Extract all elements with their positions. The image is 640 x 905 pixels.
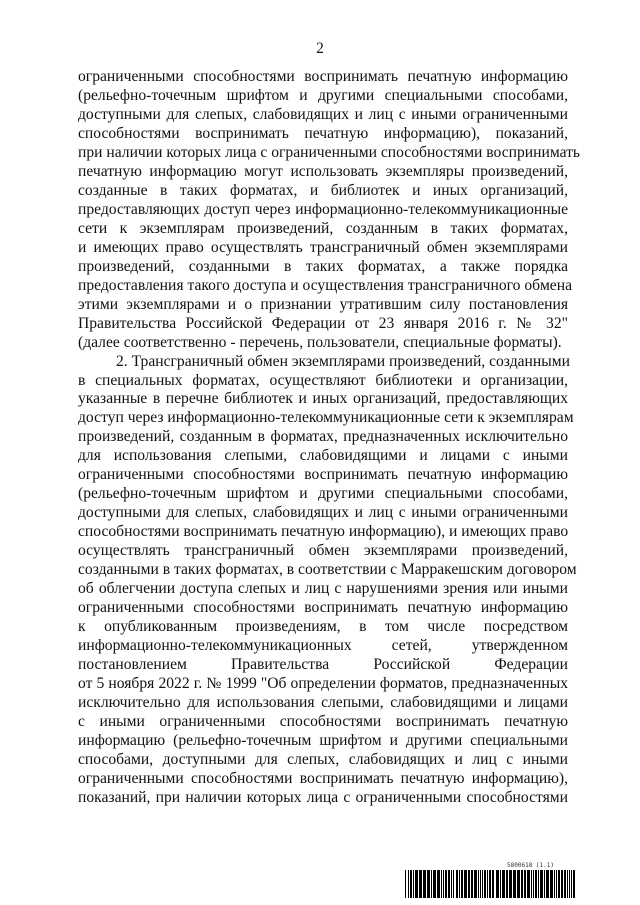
page-number: 2 — [316, 40, 324, 57]
text-line: доступными для слепых, слабовидящих и лиц с иными ограниченными — [78, 504, 568, 522]
text-line: созданными в таких форматах, в соответствии с Марракешским договором — [78, 561, 577, 579]
text-line: информацию (рельефно-точечным шрифтом и другими специальными — [78, 731, 568, 749]
text-line: доступ через информационно-телекоммуникационные сети к экземплярам — [78, 409, 574, 427]
text-line: (далее соответственно - перечень, пользователи, специальные форматы). — [78, 333, 562, 351]
text-line: ограниченными способностями воспринимать печатную информацию — [78, 68, 568, 85]
text-line: показаний, при наличии которых лица с ограниченными способностями — [78, 788, 568, 806]
text-line: 2. Трансграничный обмен экземплярами произведений, созданными — [116, 352, 570, 370]
text-line: при наличии которых лица с ограниченными способностями воспринимать — [78, 143, 581, 161]
text-line: ограниченными способностями воспринимать печатную информацию), — [78, 769, 568, 787]
text-line: ограниченными способностями воспринимать печатную информацию — [78, 599, 568, 617]
text-line: с иными ограниченными способностями воспринимать печатную — [78, 712, 568, 730]
document-id: 5800618 (1.1) — [507, 862, 554, 869]
barcode-icon — [403, 870, 578, 898]
text-line: и имеющих право осуществлять трансграничный обмен экземплярами — [78, 238, 568, 256]
text-line: (рельефно-точечным шрифтом и другими специальными способами, — [78, 485, 568, 503]
text-line: произведений, созданными в таких форматах, а также порядка — [78, 257, 568, 275]
text-line: предоставления такого доступа и осуществления трансграничного обмена — [78, 276, 572, 294]
text-line: в специальных форматах, осуществляют библиотеки и организации, — [78, 371, 568, 389]
text-line: от 5 ноября 2022 г. № 1999 "Об определении форматов, предназначенных — [78, 675, 568, 692]
footer — [403, 862, 578, 900]
text-line: произведений, созданным в форматах, предназначенных исключительно — [78, 428, 568, 446]
text-line: Правительства Российской Федерации от 23 января 2016 г. № 32" — [78, 314, 568, 332]
text-line: доступными для слепых, слабовидящих и лиц с иными ограниченными — [78, 105, 568, 123]
text-line: ограниченными способностями воспринимать печатную информацию — [78, 466, 568, 484]
text-line: осуществлять трансграничный обмен экземплярами произведений, — [78, 542, 568, 560]
text-line: об облегчении доступа слепых и лиц с нарушениями зрения или иными — [78, 580, 568, 598]
text-line: исключительно для использования слепыми, слабовидящими и лицами — [78, 693, 568, 711]
text-line: для использования слепыми, слабовидящими и лицами с иными — [78, 447, 568, 465]
text-line: (рельефно-точечным шрифтом и другими специальными способами, — [78, 86, 568, 104]
document-body — [78, 68, 581, 808]
text-line: созданные в таких форматах, и библиотек и иных организаций, — [78, 181, 568, 199]
text-line: этими экземплярами и о признании утратившим силу постановления — [78, 295, 568, 313]
text-line: постановлением Правительства Российской Федерации — [78, 656, 568, 674]
text-line: способностями воспринимать печатную информацию), и имеющих право — [78, 523, 569, 541]
text-line: способами, доступными для слепых, слабовидящих и лиц с иными — [78, 750, 568, 768]
text-line: сети к экземплярам произведений, созданным в таких форматах, — [78, 219, 568, 237]
text-line: информационно-телекоммуникационных сетей, утвержденном — [78, 637, 568, 655]
text-line: печатную информацию могут использовать экземпляры произведений, — [78, 162, 568, 180]
text-line: указанные в перечне библиотек и иных организаций, предоставляющих — [78, 390, 568, 408]
text-line: способностями воспринимать печатную информацию), показаний, — [78, 124, 568, 142]
text-line: предоставляющих доступ через информационно-телекоммуникационные — [78, 200, 568, 218]
text-line: к опубликованным произведениям, в том числе посредством — [78, 618, 568, 636]
